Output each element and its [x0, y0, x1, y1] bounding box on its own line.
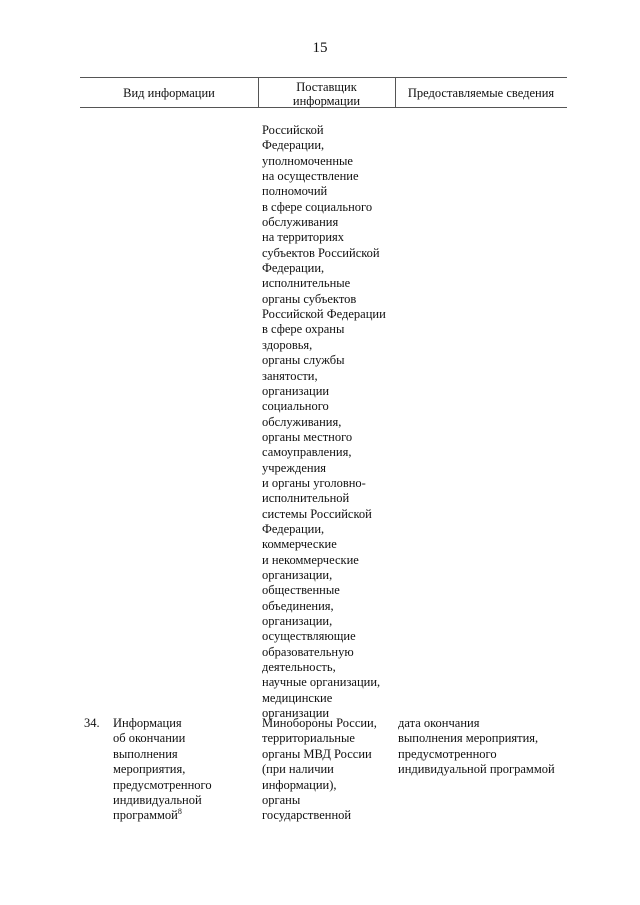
provider-text-line: объединения,	[262, 598, 334, 613]
provider-text-line: организации	[262, 706, 330, 721]
provider-text-line: Федерации,	[262, 138, 325, 153]
info-type-text-line: индивидуальной	[113, 793, 202, 808]
page-number: 15	[312, 40, 328, 56]
provider-text-line: Российской Федерации	[262, 307, 386, 322]
row-number: 34.	[84, 716, 100, 730]
info-type-text-line: Информация	[113, 716, 182, 730]
provider-text-line: здоровья,	[262, 337, 313, 352]
provider-text-line: научные организации,	[262, 675, 381, 690]
provider-text-line: осуществляющие	[262, 629, 356, 644]
provider-text-line: государственной	[262, 808, 352, 823]
info-type-last-line	[113, 808, 212, 823]
header-provider-line1: Поставщик	[296, 80, 357, 94]
provider-text-line: органы местного	[262, 429, 353, 444]
provider-text-line: образовательную	[262, 644, 354, 659]
header-info-type: Вид информации	[123, 86, 215, 100]
provider-text-line: медицинские	[262, 690, 333, 705]
header-details: Предоставляемые сведения	[407, 86, 555, 100]
provider-text-line: коммерческие	[262, 537, 337, 552]
continuation-provider-cell	[262, 123, 386, 721]
details-text-line: предусмотренного	[398, 746, 497, 761]
provider-text-line: обслуживания	[262, 215, 339, 230]
provider-text-line: самоуправления,	[262, 445, 352, 460]
provider-text-line: Российской	[262, 123, 324, 137]
provider-text-line: и органы уголовно-	[262, 475, 366, 490]
provider-text-line: информации),	[262, 777, 337, 792]
provider-text-line: органы	[262, 793, 301, 808]
provider-text-line: Минобороны России,	[262, 716, 377, 730]
provider-text-line: в сфере социального	[262, 199, 373, 214]
details-text-line: дата окончания	[398, 716, 480, 730]
provider-text-line: социального	[262, 399, 329, 414]
header-provider	[258, 80, 395, 108]
provider-text-line: занятости,	[262, 368, 318, 383]
row-34-provider-cell	[262, 716, 377, 824]
info-type-text-line: об окончании	[113, 731, 186, 746]
header-bottom-rule	[80, 107, 567, 108]
provider-text-line: исполнительной	[262, 491, 350, 506]
provider-text-line: на территориях	[262, 230, 345, 245]
provider-text-line: системы Российской	[262, 506, 372, 521]
provider-text-line: в сфере охраны	[262, 322, 345, 337]
header-provider-line2: информации	[292, 94, 361, 108]
provider-text-line: субъектов Российской	[262, 245, 380, 260]
provider-text-line: Федерации,	[262, 521, 325, 536]
provider-text-line: организации	[262, 383, 330, 398]
provider-text-line: и некоммерческие	[262, 552, 359, 567]
info-type-text-line: предусмотренного	[113, 777, 212, 792]
info-type-text-line: выполнения	[113, 746, 178, 761]
provider-text-line: (при наличии	[262, 762, 334, 777]
provider-text-line: обслуживания,	[262, 414, 342, 429]
provider-text-line: органы субъектов	[262, 291, 357, 306]
provider-text-line: полномочий	[262, 184, 328, 199]
provider-text-line: территориальные	[262, 731, 355, 746]
provider-text-line: органы МВД России	[262, 746, 372, 761]
provider-text-line: организации,	[262, 614, 333, 628]
provider-text-line: Федерации,	[262, 261, 325, 276]
provider-text-line: уполномоченные	[262, 153, 353, 168]
info-type-text-line: мероприятия,	[113, 762, 186, 777]
provider-text-line: учреждения	[262, 460, 327, 475]
provider-text-line: исполнительные	[262, 276, 351, 291]
provider-text-line: организации,	[262, 567, 333, 582]
provider-text-line: на осуществление	[262, 169, 359, 184]
row-34-details-cell	[398, 716, 555, 778]
footnote-marker: 8	[177, 807, 182, 817]
provider-text-line: деятельность,	[262, 660, 336, 675]
details-text-line: индивидуальной программой	[398, 762, 555, 777]
row-34-info-type-cell	[113, 716, 212, 824]
info-type-text-line: программой	[113, 808, 178, 823]
details-text-line: выполнения мероприятия,	[398, 731, 539, 746]
header-top-rule	[80, 77, 567, 78]
provider-text-line: органы службы	[262, 353, 345, 368]
provider-text-line: общественные	[262, 583, 340, 598]
